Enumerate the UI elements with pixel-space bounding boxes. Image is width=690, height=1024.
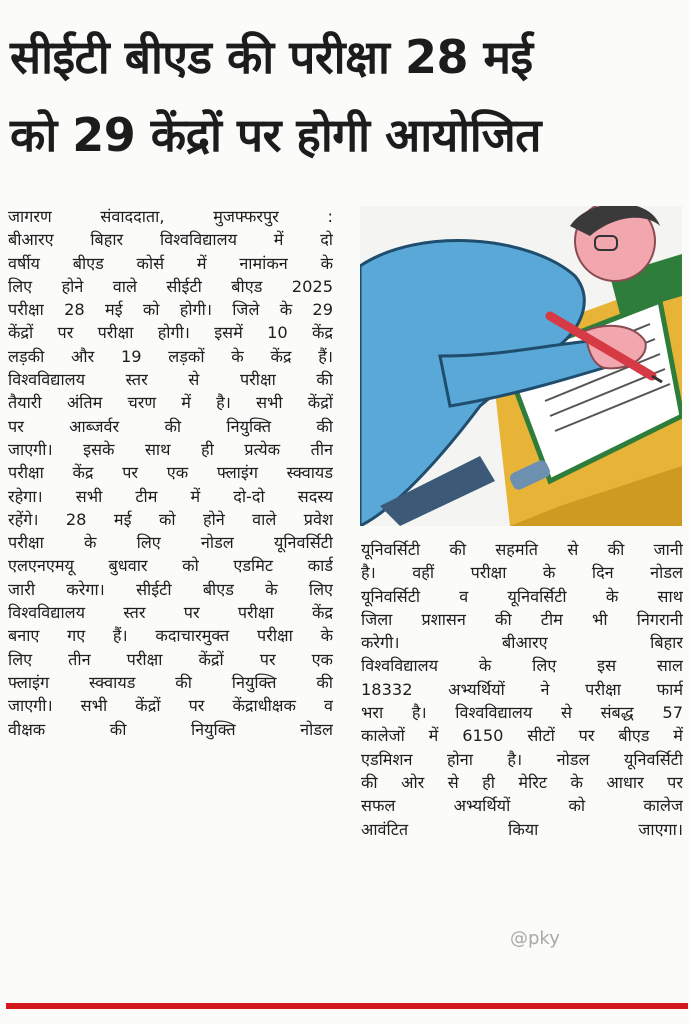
article-line: विश्वविद्यालय के लिए इस साल [361,656,683,676]
article-line: की ओर से ही मेरिट के आधार पर [361,772,683,792]
article-line: जागरण संवाददाता, मुजफ्फरपुर : [8,207,333,226]
article-line: करेगी। बीआरए बिहार [361,633,683,653]
article-line: बनाए गए हैं। कदाचारमुक्त परीक्षा के [8,626,333,646]
article-line: 18332 अभ्यर्थियों ने परीक्षा फार्म [361,679,683,699]
article-line: कालेजों में 6150 सीटों पर बीएड में [361,726,683,746]
article-line: भरा है। विश्वविद्यालय से संबद्ध 57 [361,703,683,723]
article-line: है। वहीं परीक्षा के दिन नोडल [361,563,683,583]
article-line: पर आब्जर्वर की नियुक्ति की [8,416,333,436]
article-line: बीआरए बिहार विश्वविद्यालय में दो [8,230,333,250]
article-line: विश्वविद्यालय स्तर से परीक्षा की [8,370,333,390]
article-line: जाएगी। इसके साथ ही प्रत्येक तीन [8,439,333,459]
article-column-left [8,205,333,741]
article-line: परीक्षा के लिए नोडल यूनिवर्सिटी [8,533,333,553]
article-line: एलएनएमयू बुधवार को एडमिट कार्ड [8,556,333,576]
article-line: वर्षीय बीएड कोर्स में नामांकन के [8,253,333,273]
article-line: फ्लाइंग स्क्वायड की नियुक्ति की [8,672,333,692]
article-line: लिए तीन परीक्षा केंद्रों पर एक [8,649,333,669]
article-line: आवंटित किया जाएगा। [361,819,683,839]
article-line: विश्वविद्यालय स्तर पर परीक्षा केंद्र [8,603,333,623]
student-writing-icon [360,206,682,526]
article-line: परीक्षा 28 मई को होगी। जिले के 29 [8,300,333,320]
bottom-accent-bar [6,1003,688,1009]
article-column-right [361,538,683,841]
headline-line-1: सीईटी बीएड की परीक्षा 28 मई [10,30,533,84]
article-line: केंद्रों पर परीक्षा होगी। इसमें 10 केंद्र [8,323,333,343]
article-line: रहेंगे। 28 मई को होने वाले प्रवेश [8,509,333,529]
article-line: यूनिवर्सिटी व यूनिवर्सिटी के साथ [361,586,683,606]
article-line: परीक्षा केंद्र पर एक फ्लाइंग स्क्वायड [8,463,333,483]
headline [10,18,685,174]
headline-line-2: को 29 केंद्रों पर होगी आयोजित [10,108,541,162]
article-line: जिला प्रशासन की टीम भी निगरानी [361,609,683,629]
student-writing-illustration [360,206,682,526]
article-line: जाएगी। सभी केंद्रों पर केंद्राधीक्षक व [8,696,333,716]
article-line: लड़की और 19 लड़कों के केंद्र हैं। [8,346,333,366]
watermark: @pky [510,928,560,949]
article-line: जारी करेगा। सीईटी बीएड के लिए [8,579,333,599]
article-line: एडमिशन होना है। नोडल यूनिवर्सिटी [361,749,683,769]
article-line: रहेगा। सभी टीम में दो-दो सदस्य [8,486,333,506]
article-line: तैयारी अंतिम चरण में है। सभी केंद्रों [8,393,333,413]
article-line: सफल अभ्यर्थियों को कालेज [361,796,683,816]
article-line: लिए होने वाले सीईटी बीएड 2025 [8,276,333,296]
article-line: यूनिवर्सिटी की सहमति से की जानी [361,540,683,559]
article-line: वीक्षक की नियुक्ति नोडल [8,719,333,739]
